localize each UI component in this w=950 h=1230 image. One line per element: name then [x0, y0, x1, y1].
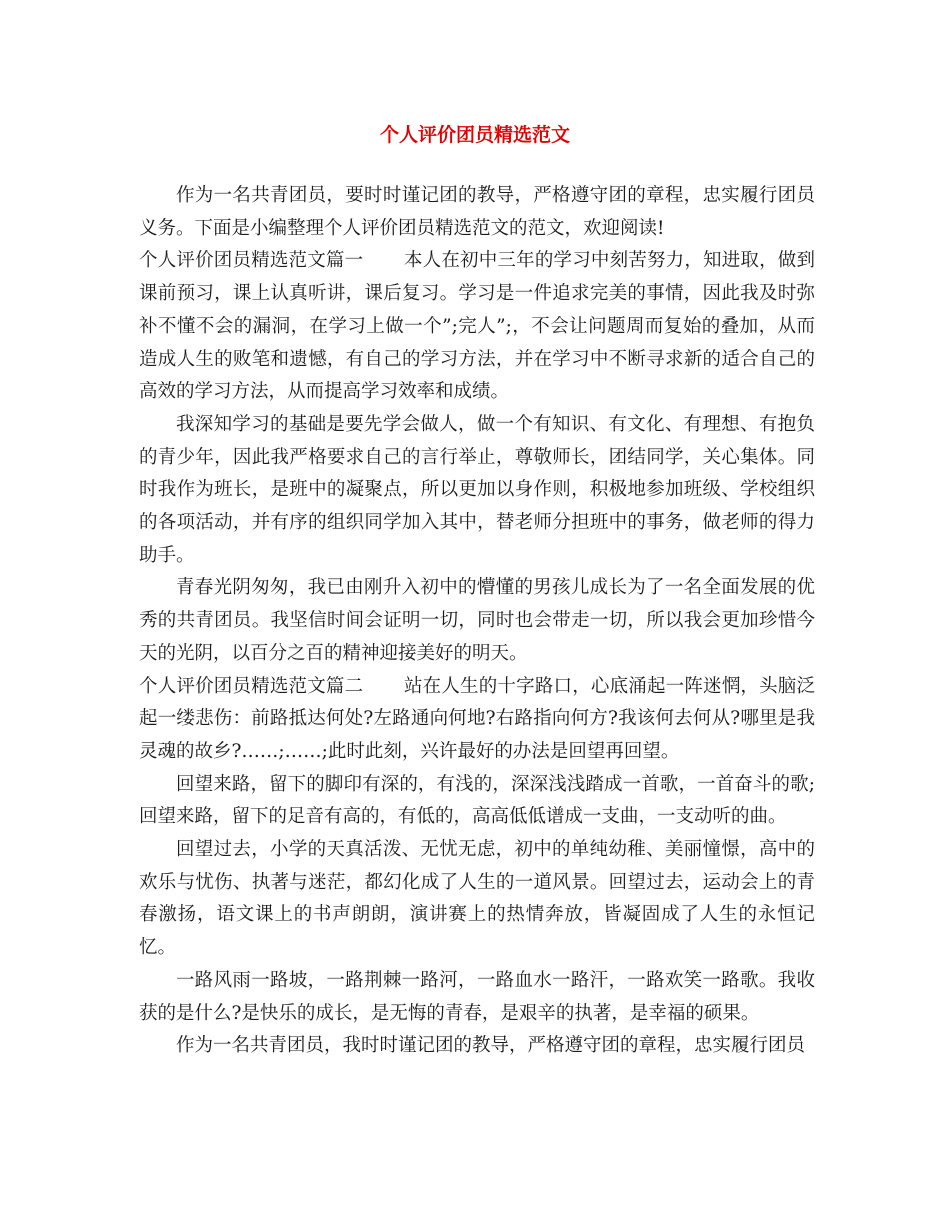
paragraph-text: 我深知学习的基础是要先学会做人，做一个有知识、有文化、有理想、有抱负的青少年，因此我严格要求自己的言行举止，尊敬师长，团结同学，关心集体。同时我作为班长，是班中的凝聚点，所以更加以身作则，积极地参加班级、学校组织的各项活动，并有序的组织同学加入其中，替老师分担班中的事务，做老师的得力助手。 [139, 413, 815, 566]
paragraph [139, 1030, 815, 1063]
section-paragraph [139, 245, 815, 409]
paragraph-text: 作为一名共青团员，要时时谨记团的教导，严格遵守团的章程，忠实履行团员义务。下面是小编整理个人评价团员精选范文的范文，欢迎阅读! [139, 185, 815, 239]
document-title: 个人评价团员精选范文 [379, 124, 570, 146]
paragraph [139, 572, 815, 670]
paragraph-text: 青春光阴匆匆，我已由刚升入初中的懵懂的男孩儿成长为了一名全面发展的优秀的共青团员。我坚信时间会证明一切，同时也会带走一切，所以我会更加珍惜今天的光阴，以百分之百的精神迎接美好的明天。 [139, 577, 815, 664]
section-paragraph [139, 671, 815, 769]
paragraph-text: 作为一名共青团员，我时时谨记团的教导，严格遵守团的章程，忠实履行团员 [176, 1035, 806, 1057]
section-heading: 个人评价团员精选范文篇一 [139, 250, 364, 272]
paragraph-text: 回望来路，留下的脚印有深的，有浅的，深深浅浅踏成一首歌，一首奋斗的歌;回望来路，留下的足音有高的，有低的，高高低低谱成一支曲，一支动听的曲。 [139, 773, 815, 828]
paragraph-text: 一路风雨一路坡，一路荆棘一路河，一路血水一路汗，一路欢笑一路歌。我收获的是什么?是快乐的成长，是无悔的青春，是艰辛的执著，是幸福的硕果。 [139, 969, 815, 1024]
document-body [139, 180, 815, 1063]
paragraph-text: 站在人生的十字路口，心底涌起一阵迷惘，头脑泛起一缕悲伤：前路抵达何处?左路通向何地?右路指向何方?我该何去何从?哪里是我灵魂的故乡?……;……;此时此刻，兴许最好的办法是回望再回望。 [139, 675, 815, 762]
paragraph [139, 965, 815, 1030]
paragraph [139, 409, 815, 573]
paragraph-text: 回望过去，小学的天真活泼、无忧无虑，初中的单纯幼稚、美丽憧憬，高中的欢乐与忧伤、执著与迷茫，都幻化成了人生的一道风景。回望过去，运动会上的青春激扬，语文课上的书声朗朗，演讲赛上的热情奔放，皆凝固成了人生的永恒记忆。 [139, 839, 815, 959]
paragraph [139, 769, 815, 834]
paragraph [139, 834, 815, 965]
paragraph [139, 180, 815, 245]
paragraph-text: 本人在初中三年的学习中刻苦努力，知进取，做到课前预习，课上认真听讲，课后复习。学习是一件追求完美的事情，因此我及时弥补不懂不会的漏洞，在学习上做一个”;完人”;，不会让问题周而复始的叠加，从而造成人生的败笔和遗憾，有自己的学习方法，并在学习中不断寻求新的适合自己的高效的学习方法，从而提高学习效率和成绩。 [139, 250, 815, 403]
section-heading: 个人评价团员精选范文篇二 [139, 675, 364, 697]
